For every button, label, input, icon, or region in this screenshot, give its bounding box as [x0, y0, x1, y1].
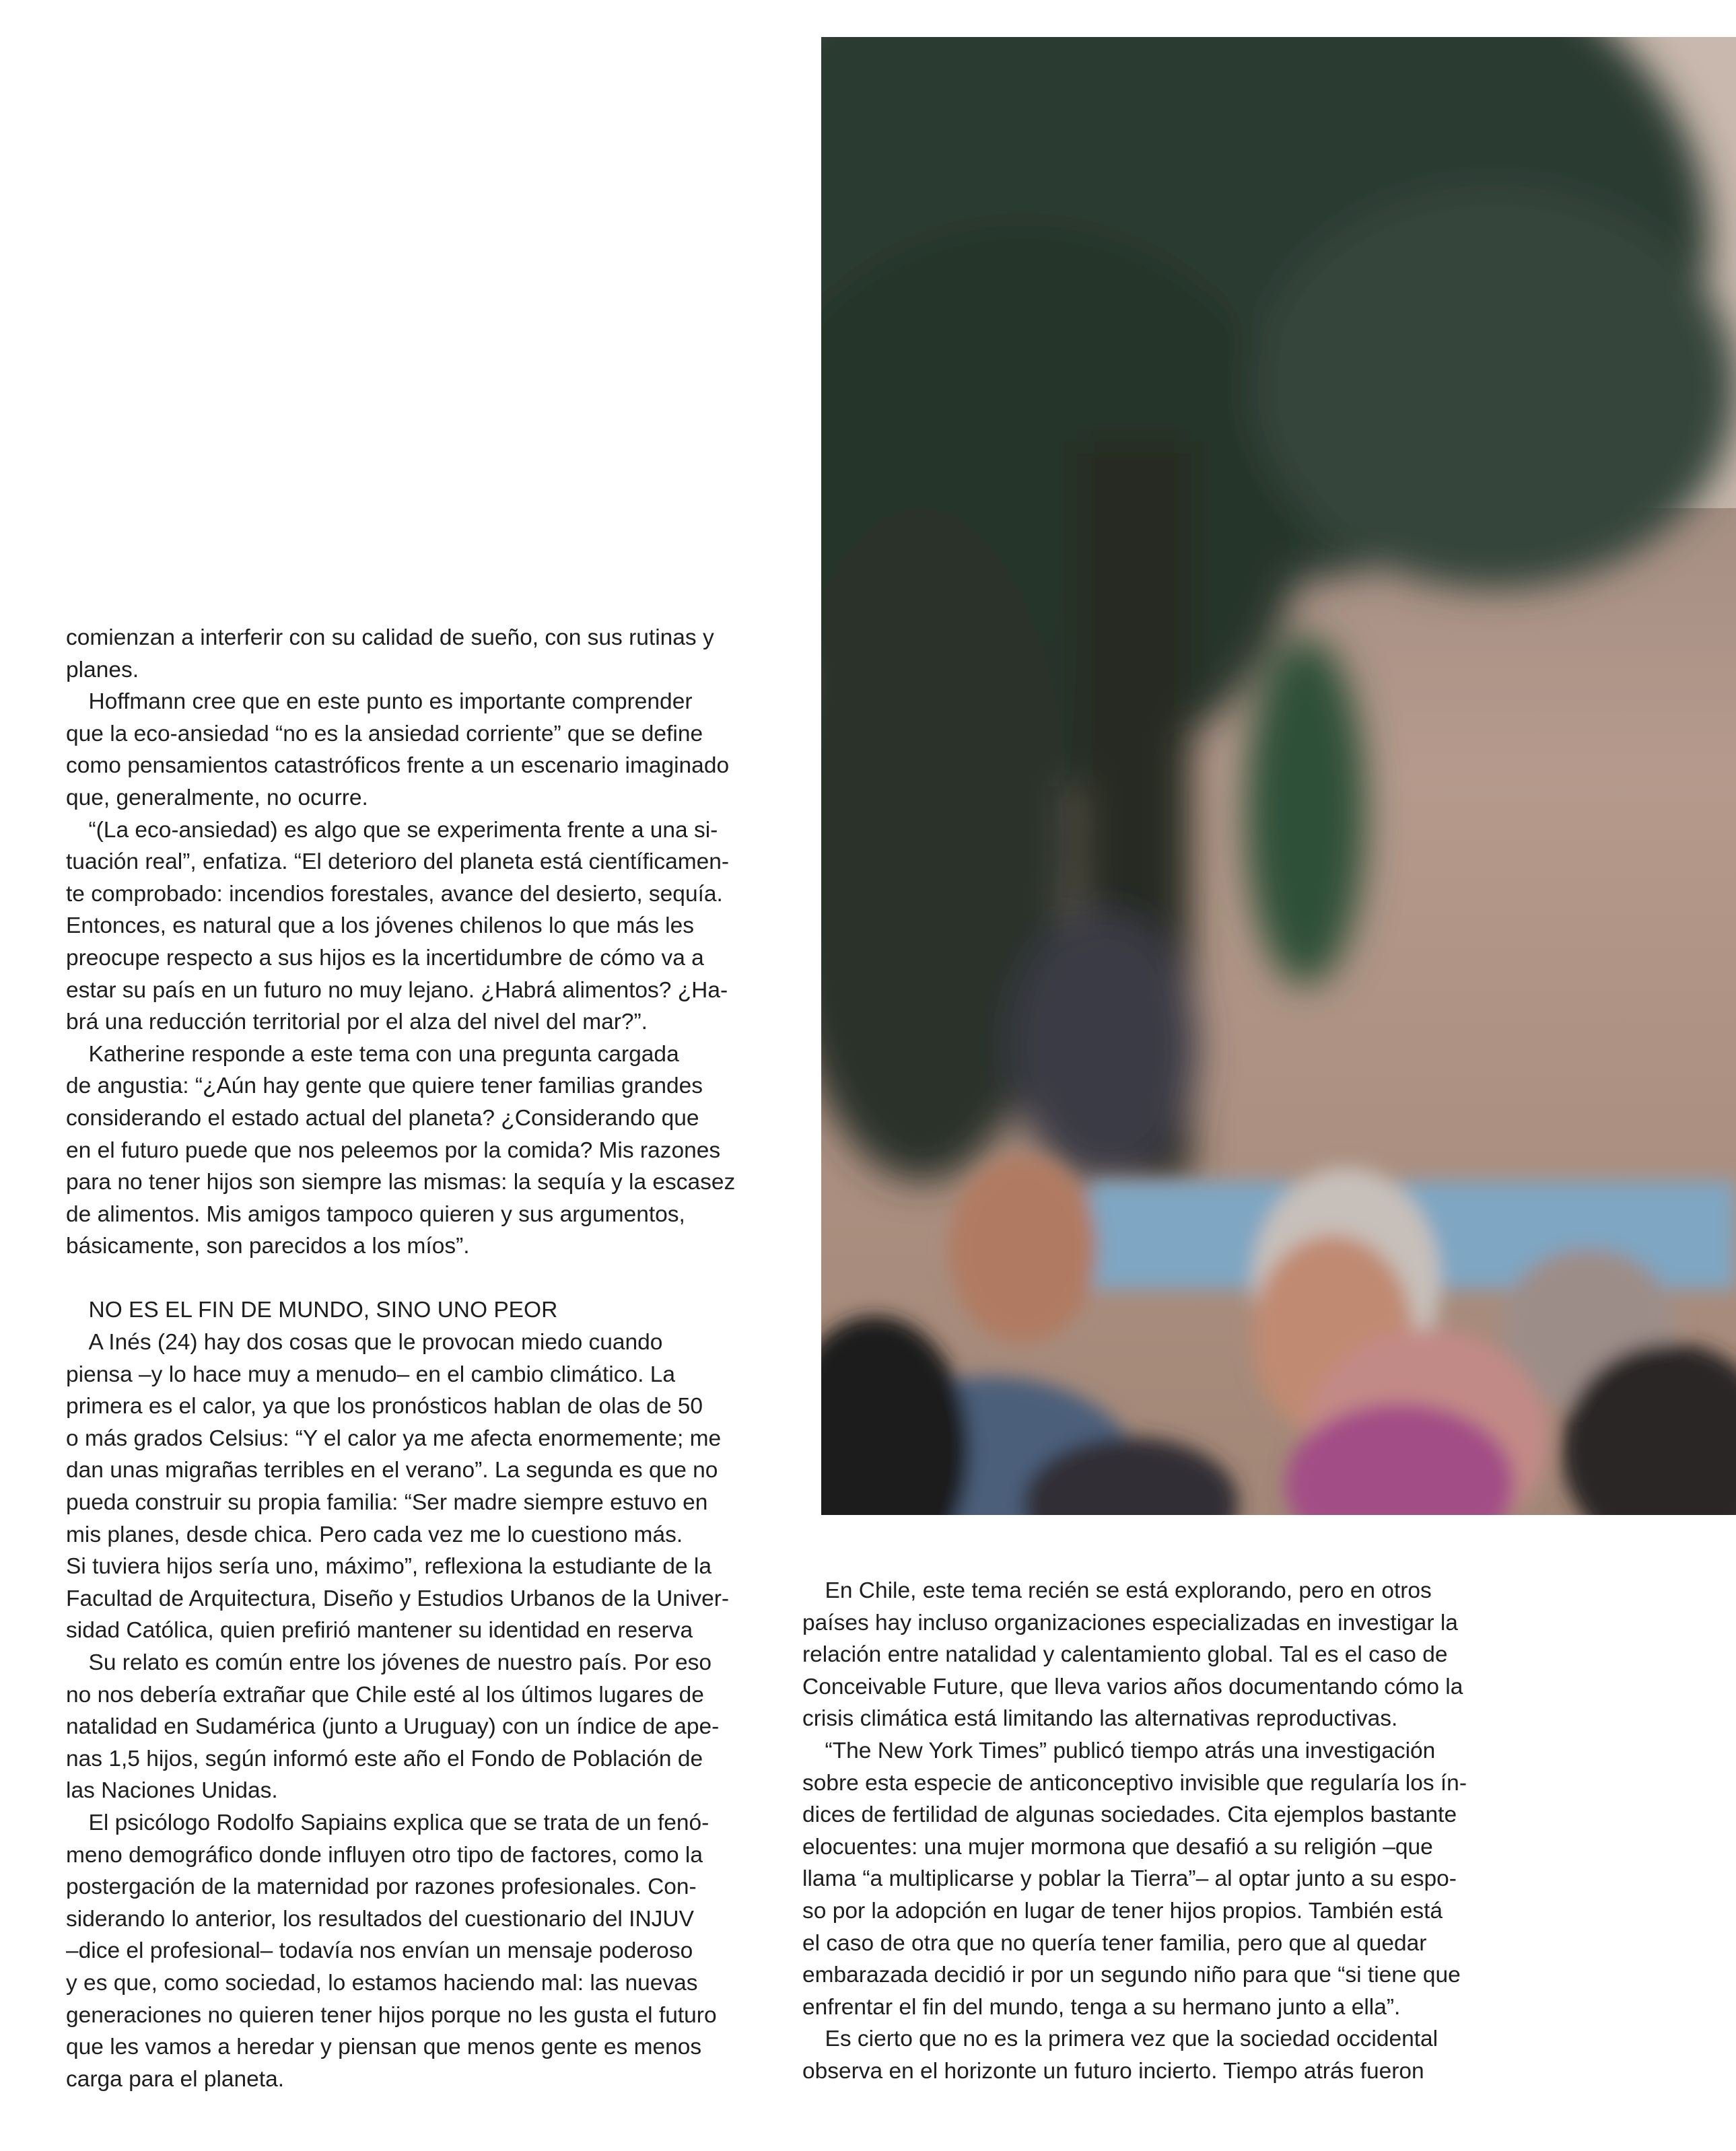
text-line: y es que, como sociedad, lo estamos haciendo mal: las nuevas [66, 1970, 698, 1996]
text-line: países hay incluso organizaciones especializadas en investigar la [802, 1610, 1458, 1635]
text-line: natalidad en Sudamérica (junto a Uruguay) con un índice de ape- [66, 1714, 720, 1740]
text-line: planes. [66, 657, 139, 682]
text-line: Hoffmann cree que en este punto es importante comprender [66, 689, 693, 715]
text-line: de angustia: “¿Aún hay gente que quiere tener familias grandes [66, 1073, 703, 1099]
text-line: observa en el horizonte un futuro incierto. Tiempo atrás fueron [802, 2058, 1424, 2084]
text-line: comienzan a interferir con su calidad de sueño, con sus rutinas y [66, 625, 714, 650]
text-line: dan unas migrañas terribles en el verano”. La segunda es que no [66, 1458, 718, 1483]
text-line: –dice el profesional– todavía nos envían un mensaje poderoso [66, 1938, 693, 1964]
left-text-column [66, 622, 766, 2095]
text-line: meno demográfico donde influyen otro tipo de factores, como la [66, 1842, 703, 1868]
text-line: tuación real”, enfatiza. “El deterioro del planeta está científicamen- [66, 849, 730, 875]
text-line: te comprobado: incendios forestales, avance del desierto, sequía. [66, 881, 723, 907]
text-line: no nos debería extrañar que Chile esté al los últimos lugares de [66, 1682, 704, 1707]
text-line: para no tener hijos son siempre las mismas: la sequía y la escasez [66, 1170, 736, 1195]
text-line: pueda construir su propia familia: “Ser madre siempre estuvo en [66, 1490, 708, 1516]
text-line: elocuentes: una mujer mormona que desafió a su religión –que [802, 1834, 1433, 1860]
text-line: sobre esta especie de anticonceptivo invisible que regularía los ín- [802, 1770, 1467, 1796]
text-line: postergación de la maternidad por razones profesionales. Con- [66, 1874, 697, 1900]
text-line: primera es el calor, ya que los pronósticos hablan de olas de 50 [66, 1394, 703, 1419]
text-line: dices de fertilidad de algunas sociedades. Cita ejemplos bastante [802, 1802, 1457, 1828]
text-line: A Inés (24) hay dos cosas que le provocan miedo cuando [66, 1330, 663, 1355]
text-line: embarazada decidió ir por un segundo niño para que “si tiene que [802, 1963, 1461, 1988]
text-line: Si tuviera hijos sería uno, máximo”, reflexiona la estudiante de la [66, 1554, 711, 1580]
text-line: estar su país en un futuro no muy lejano. ¿Habrá alimentos? ¿Ha- [66, 977, 728, 1003]
text-line: considerando el estado actual del planeta? ¿Considerando que [66, 1105, 699, 1131]
paragraph-gap [66, 1263, 766, 1295]
text-line: como pensamientos catastróficos frente a un escenario imaginado [66, 753, 730, 779]
text-line: relación entre natalidad y calentamiento global. Tal es el caso de [802, 1642, 1448, 1668]
text-line: mis planes, desde chica. Pero cada vez me lo cuestiono más. [66, 1522, 683, 1547]
text-line: básicamente, son parecidos a los míos”. [66, 1234, 470, 1259]
text-line: En Chile, este tema recién se está explorando, pero en otros [802, 1578, 1432, 1603]
text-line: Su relato es común entre los jóvenes de nuestro país. Por eso [66, 1650, 712, 1675]
text-line: sidad Católica, quien prefirió mantener su identidad en reserva [66, 1618, 693, 1644]
text-line: enfrentar el fin del mundo, tenga a su hermano junto a ella”. [802, 1994, 1401, 2020]
text-line: nas 1,5 hijos, según informó este año el Fondo de Población de [66, 1746, 703, 1771]
right-text-column [802, 1575, 1489, 2088]
text-line: El psicólogo Rodolfo Sapiains explica que se trata de un fenó- [66, 1810, 709, 1835]
text-line: el caso de otra que no quería tener familia, pero que al quedar [802, 1930, 1427, 1956]
text-line: Facultad de Arquitectura, Diseño y Estudios Urbanos de la Univer- [66, 1586, 730, 1611]
text-line: las Naciones Unidas. [66, 1778, 278, 1804]
text-line: “(La eco-ansiedad) es algo que se experimenta frente a una si- [66, 817, 718, 843]
text-line: en el futuro puede que nos peleemos por la comida? Mis razones [66, 1137, 721, 1163]
text-line: o más grados Celsius: “Y el calor ya me afecta enormemente; me [66, 1425, 722, 1451]
text-line: Entonces, es natural que a los jóvenes chilenos lo que más les [66, 913, 694, 939]
text-line: Conceivable Future, que lleva varios años documentando cómo la [802, 1674, 1463, 1699]
text-line: llama “a multiplicarse y poblar la Tierra”– al optar junto a su espo- [802, 1866, 1457, 1892]
text-line: carga para el planeta. [66, 2066, 285, 2092]
text-line: de alimentos. Mis amigos tampoco quieren y sus argumentos, [66, 1201, 685, 1227]
text-line: que la eco-ansiedad “no es la ansiedad corriente” que se define [66, 721, 703, 746]
text-line: preocupe respecto a sus hijos es la incertidumbre de cómo va a [66, 945, 704, 971]
text-line: crisis climática está limitando las alternativas reproductivas. [802, 1706, 1398, 1732]
text-line: que, generalmente, no ocurre. [66, 785, 368, 810]
text-line: “The New York Times” publicó tiempo atrás una investigación [802, 1738, 1436, 1763]
text-line: Katherine responde a este tema con una pregunta cargada [66, 1041, 679, 1067]
text-line: generaciones no quieren tener hijos porque no les gusta el futuro [66, 2002, 717, 2028]
text-line: siderando lo anterior, los resultados del cuestionario del INJUV [66, 1906, 694, 1932]
protest-crowd-photo [821, 37, 1736, 1515]
text-line: brá una reducción territorial por el alza del nivel del mar?”. [66, 1010, 648, 1035]
text-line: so por la adopción en lugar de tener hijos propios. También está [802, 1898, 1443, 1924]
text-line: piensa –y lo hace muy a menudo– en el cambio climático. La [66, 1362, 676, 1387]
text-line: que les vamos a heredar y piensan que menos gente es menos [66, 2035, 702, 2060]
text-line: Es cierto que no es la primera vez que la sociedad occidental [802, 2026, 1438, 2052]
section-heading: NO ES EL FIN DE MUNDO, SINO UNO PEOR [66, 1298, 558, 1323]
